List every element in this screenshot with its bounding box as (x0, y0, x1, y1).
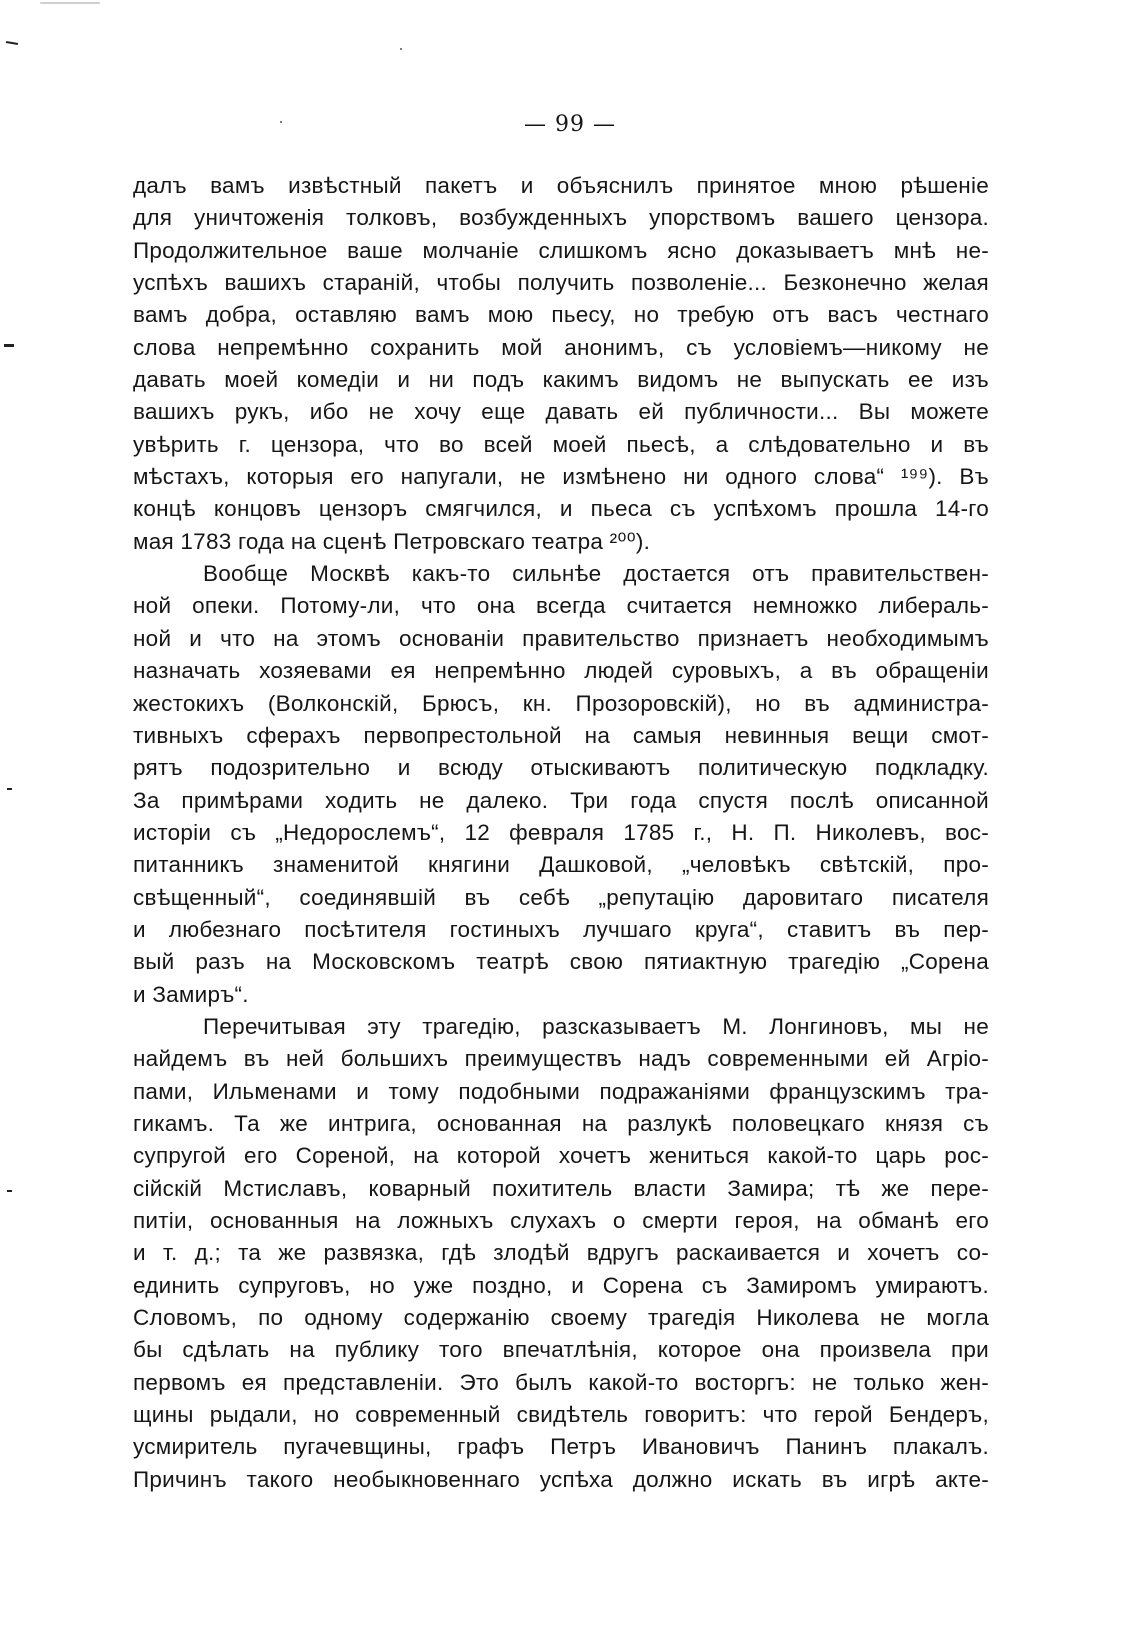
text-line: Вообще Москвѣ какъ-то сильнѣе достается отъ правительствен- (203, 561, 989, 587)
text-line: мая 1783 года на сценѣ Петровскаго театра ²⁰⁰). (133, 528, 651, 554)
text-line: назначать хозяевами ея непремѣнно людей суровыхъ, а въ обращеніи (133, 658, 989, 684)
page-number: — 99 — (524, 112, 616, 137)
text-line: единить супруговъ, но уже поздно, и Сорена съ Замиромъ умираютъ. (133, 1272, 989, 1298)
scan-mark (7, 788, 12, 790)
text-line: тивныхъ сферахъ первопрестольной на самыя невинныя вещи смот- (133, 722, 989, 748)
text-line: вый разъ на Московскомъ театрѣ свою пятиактную трагедію „Сорена (133, 949, 989, 975)
text-line: далъ вамъ извѣстный пакетъ и объяснилъ принятое мною рѣшеніе (133, 173, 989, 198)
text-line: супругой его Сореной, на которой хочетъ жениться какой-то царь рос- (133, 1143, 989, 1169)
text-line: вамъ добра, оставляю вамъ мою пьесу, но требую отъ васъ честнаго (133, 302, 989, 328)
text-line: и т. д.; та же развязка, гдѣ злодѣй вдругъ раскаивается и хочетъ со- (133, 1240, 989, 1266)
text-line: концѣ концовъ цензоръ смягчился, и пьеса съ успѣхомъ прошла 14-го (133, 496, 989, 522)
scan-mark (4, 344, 14, 347)
text-line: давать моей комедіи и ни подъ какимъ видомъ не выпускать ее изъ (133, 367, 989, 393)
text-line: исторіи съ „Недорослемъ“, 12 февраля 1785 г., Н. П. Николевъ, вос- (133, 819, 989, 845)
text-line: Словомъ, по одному содержанію своему трагедія Николева не могла (133, 1305, 989, 1331)
text-line: успѣхъ вашихъ стараній, чтобы получить позволеніе... Безконечно желая (133, 270, 989, 296)
text-line: щины рыдали, но современный свидѣтель говоритъ: что герой Бендеръ, (133, 1402, 989, 1428)
text-line: и Замиръ“. (133, 981, 249, 1007)
scan-mark (7, 1190, 12, 1192)
text-line: питанникъ знаменитой княгини Дашковой, „человѣкъ свѣтскій, про- (133, 852, 989, 878)
text-line: сійскій Мстиславъ, коварный похититель власти Замира; тѣ же пере- (133, 1175, 989, 1201)
text-line: вашихъ рукъ, ибо не хочу еще давать ей публичности... Вы можете (133, 399, 989, 425)
text-line: мѣстахъ, которыя его напугали, не измѣнено ни одного слова“ ¹⁹⁹). Въ (133, 464, 989, 490)
text-line: найдемъ въ ней большихъ преимуществъ надъ современными ей Агріо- (133, 1046, 989, 1072)
text-line: усмиритель пугачевщины, графъ Петръ Ивановичъ Панинъ плакалъ. (133, 1434, 989, 1460)
text-line: рятъ подозрительно и всюду отыскиваютъ политическую подкладку. (133, 755, 989, 781)
text-line: увѣрить г. цензора, что во всей моей пьесѣ, а слѣдовательно и въ (133, 431, 989, 457)
text-line: пами, Ильменами и тому подобными подражаніями французскимъ тра- (133, 1078, 989, 1104)
text-line: жестокихъ (Волконскій, Брюсъ, кн. Прозоровскій), но въ администра- (133, 690, 989, 716)
scan-speck (40, 2, 100, 4)
scan-mark (6, 41, 18, 45)
text-line: ной и что на этомъ основаніи правительство признаетъ необходимымъ (133, 625, 989, 651)
text-line: питіи, основанныя на ложныхъ слухахъ о смерти героя, на обманѣ его (133, 1208, 989, 1233)
text-line: гикамъ. Та же интрига, основанная на разлукѣ половецкаго князя съ (133, 1110, 989, 1136)
text-line: бы сдѣлать на публику того впечатлѣнія, которое она произвела при (133, 1337, 989, 1363)
text-line: ной опеки. Потому-ли, что она всегда считается немножко либераль- (133, 593, 989, 619)
text-line: Причинъ такого необыкновеннаго успѣха должно искать въ игрѣ акте- (133, 1466, 989, 1492)
text-line: и любезнаго посѣтителя гостиныхъ лучшаго круга“, ставитъ въ пер- (133, 916, 989, 942)
text-line: свѣщенный“, соединявшій въ себѣ „репутацію даровитаго писателя (133, 884, 989, 910)
text-line: Продолжительное ваше молчаніе слишкомъ ясно доказываетъ мнѣ не- (133, 237, 989, 263)
text-line: для уничтоженія толковъ, возбужденныхъ упорствомъ вашего цензора. (133, 205, 989, 231)
scan-speck (400, 48, 402, 50)
text-line: Перечитывая эту трагедію, разсказываетъ М. Лонгиновъ, мы не (203, 1013, 989, 1039)
body-text (133, 170, 989, 1496)
text-line: За примѣрами ходить не далеко. Три года спустя послѣ описанной (133, 787, 989, 813)
text-line: слова непремѣнно сохранить мой анонимъ, съ условіемъ—никому не (133, 334, 989, 360)
text-line: первомъ ея представленіи. Это былъ какой-то восторгъ: не только жен- (133, 1369, 989, 1395)
